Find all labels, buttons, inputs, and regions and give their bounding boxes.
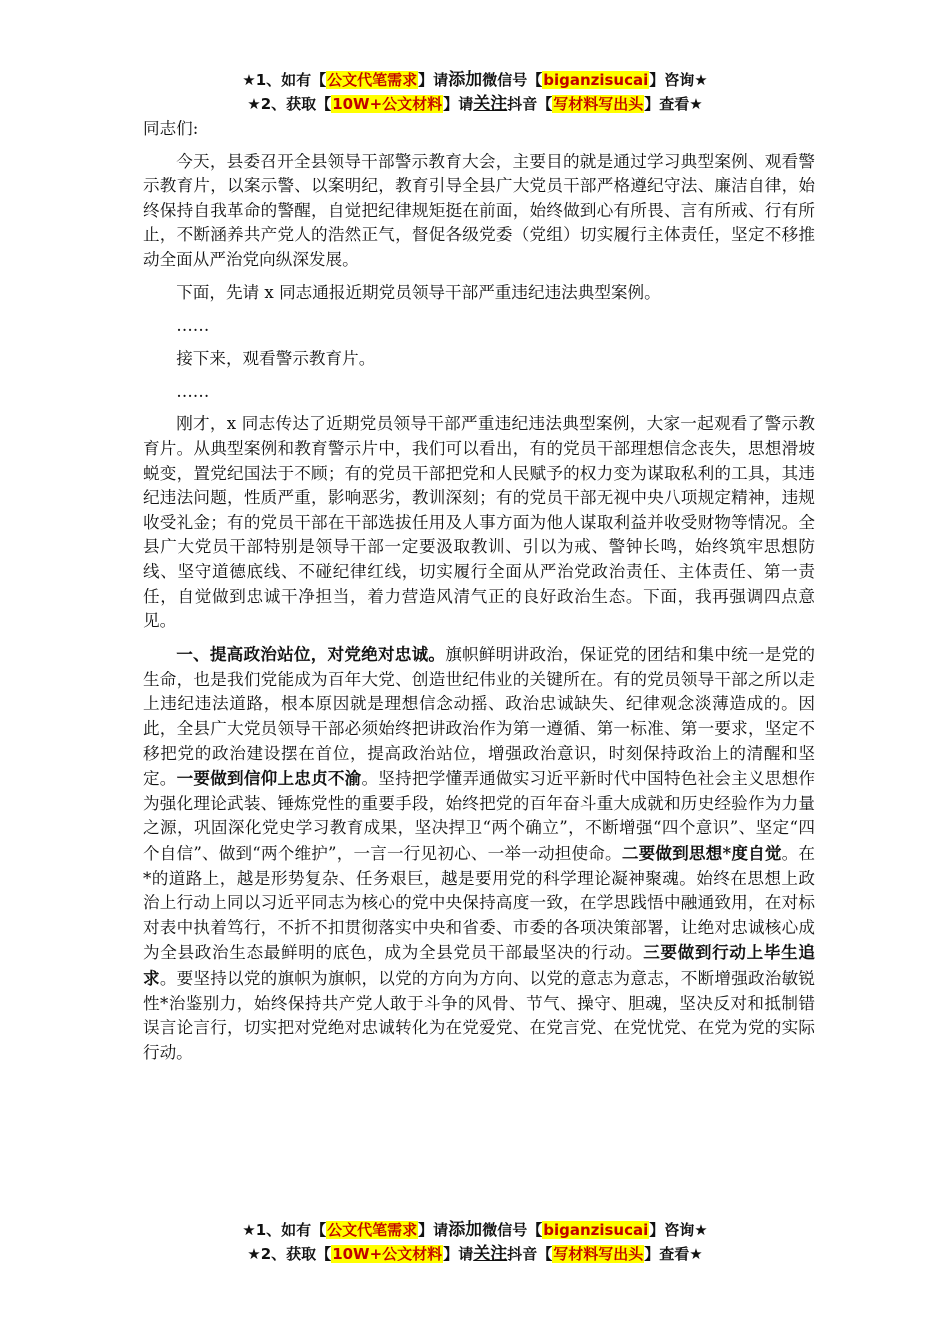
promo-highlight: 公文代笔需求 [327,1221,418,1239]
promo-text: 】查看★ [644,1245,703,1263]
promo-emphasis: 添加 [448,1220,483,1240]
promo-text: 】请 [418,71,449,89]
promo-line-2 [0,1242,950,1266]
sub-point-heading: 二要做到思想*度自觉 [621,843,782,864]
promo-highlight: biganzisucai [543,1221,649,1239]
promo-text: ★2、获取【 [247,95,332,113]
promo-text: 微信号【 [482,71,543,89]
promo-text: 】查看★ [644,95,703,113]
paragraph-video: 接下来，观看警示教育片。 [176,348,376,368]
paragraph-summary: 刚才，x 同志传达了近期党员领导干部严重违纪违法典型案例，大家一起观看了警示教育片。从典型案例和教育警示片中，我们可以看出，有的党员干部理想信念丧失，思想滑坡蜕变，置党纪国法于不顾；有的党员干部把党和人民赋予的权力变为谋取私利的工具，其违纪违法问题，性质严重，影响恶劣，教训深刻；有的党员干部无视中央八项规定精神，违规收受礼金；有的党员干部在干部选拔任用及人事方面为他人谋取利益并收受财物等情况。全县广大党员干部特别是领导干部一定要汲取教训、引以为戒、警钟长鸣，始终筑牢思想防线、坚守道德底线、不碰纪律红线，切实履行全面从严治党政治责任、主体责任、第一责任，自觉做到忠诚干净担当，着力营造风清气正的良好政治生态。下面，我再强调四点意见。 [143,414,815,631]
paragraph-text: 。坚持把学懂弄通做实习近平新时代中国特色社会主义思想作为强化理论武装、锤炼党性的重要手段，始终把党的百年奋斗重大成就和历史经验作为力量之源，巩固深化党史学习教育成果，坚决捍卫“两个确立”，不断增强“四个意识”、坚定“四个自信”、做到“两个维护”，一言一行见初心、一举一动担使命。 [143,769,816,864]
promo-highlight: 10W+公文材料 [332,95,443,113]
promo-text: 抖音【 [507,95,553,113]
promo-text: ★1、如有【 [242,1221,327,1239]
promo-highlight: 公文代笔需求 [327,71,418,89]
promo-highlight: 写材料写出头 [553,95,644,113]
paragraph-point-one [143,642,815,1065]
sub-point-heading: 一要做到信仰上忠贞不渝 [176,768,362,789]
promo-text: 抖音【 [507,1245,553,1263]
paragraph-text: 。要坚持以党的旗帜为旗帜，以党的方向为方向、以党的意志为意志，不断增强政治敏锐性*治鉴别力，始终保持共产党人敢于斗争的风骨、节气、操守、胆魂，坚决反对和抵制错误言论言行，切实把对党绝对忠诚转化为在党爱党、在党言党、在党忧党、在党为党的实际行动。 [143,969,816,1062]
sub-point-heading: 三要做到行动上毕生追求 [143,942,816,988]
promo-highlight: 写材料写出头 [553,1245,644,1263]
promo-line-1 [0,1218,950,1242]
ellipsis: …… [176,381,210,401]
promo-text: 】请 [418,1221,449,1239]
document-body [143,117,815,1074]
promo-highlight: 10W+公文材料 [332,1245,443,1263]
promo-text: 】咨询★ [649,1221,708,1239]
paragraph-text: 旗帜鲜明讲政治，保证党的团结和集中统一是党的生命，也是我们党能成为百年大党、创造世纪伟业的关键所在。有的党员领导干部之所以走上违纪违法道路，根本原因就是理想信念动摇、政治忠诚缺失、纪律观念淡薄造成的。因此，全县广大党员领导干部必须始终把讲政治作为第一遵循、第一标准、第一要求，坚定不移把党的政治建设摆在首位，提高政治站位，增强政治意识，时刻保持政治上的清醒和坚定。 [143,645,816,789]
promo-line-1 [0,68,950,92]
promo-text: 】请 [443,1245,474,1263]
promo-banner-bottom [0,1218,950,1266]
promo-banner-top [0,68,950,116]
promo-text: ★1、如有【 [242,71,327,89]
promo-text: ★2、获取【 [247,1245,332,1263]
promo-emphasis: 关注 [473,1244,508,1264]
promo-text: 微信号【 [482,1221,543,1239]
ellipsis: …… [176,316,210,336]
promo-emphasis: 关注 [473,94,508,114]
promo-highlight: biganzisucai [543,71,649,89]
paragraph-text: 。在*的道路上，越是形势复杂、任务艰巨，越是要用党的科学理论凝神聚魂。始终在思想上政治上行动上同以习近平同志为核心的党中央保持高度一致，在学思践悟中融通致用，在对标对表中执着笃行，不折不扣贯彻落实中央和省委、市委的各项决策部署，让绝对忠诚核心成为全县政治生态最鲜明的底色，成为全县党员干部最坚决的行动。 [143,844,816,963]
promo-line-2 [0,92,950,116]
promo-text: 】咨询★ [649,71,708,89]
promo-text: 】请 [443,95,474,113]
promo-emphasis: 添加 [448,70,483,90]
section-heading: 一、提高政治站位，对党绝对忠诚。 [176,644,446,665]
salutation: 同志们: [143,119,199,138]
paragraph-intro: 今天，县委召开全县领导干部警示教育大会，主要目的就是通过学习典型案例、观看警示教育片，以案示警、以案明纪，教育引导全县广大党员干部严格遵纪守法、廉洁自律，始终保持自我革命的警醒，自觉把纪律规矩挺在前面，始终做到心有所畏、言有所戒、行有所止，不断涵养共产党人的浩然正气，督促各级党委（党组）切实履行主体责任，坚定不移推动全面从严治党向纵深发展。 [143,151,815,269]
paragraph-case-report: 下面，先请 x 同志通报近期党员领导干部严重违纪违法典型案例。 [176,283,661,303]
